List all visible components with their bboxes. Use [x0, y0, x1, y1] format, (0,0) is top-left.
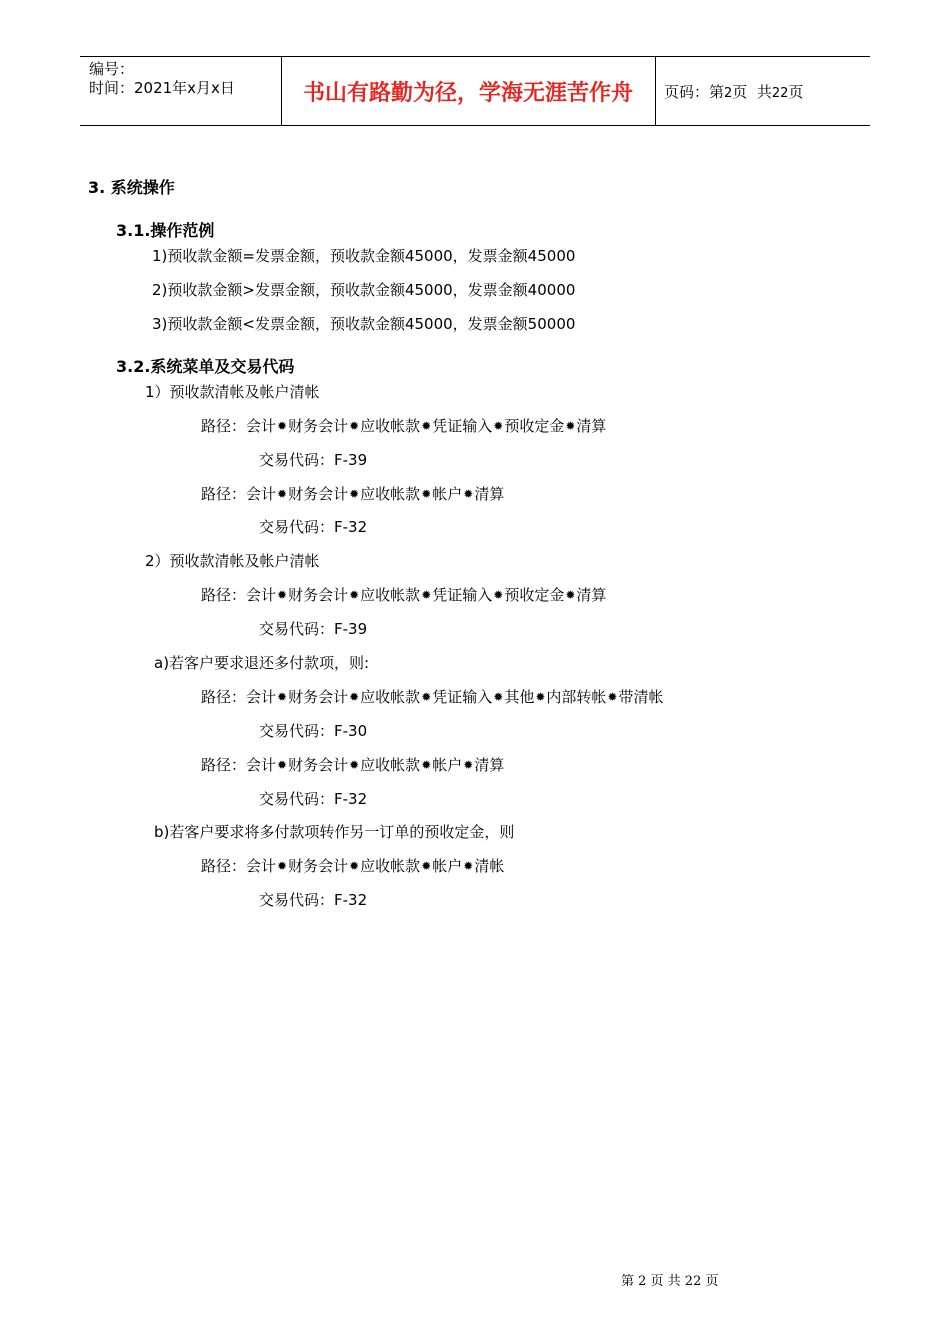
subsection-1: 1）预收款清帐及帐户清帐 [145, 383, 320, 401]
path-step: 清算 [576, 417, 607, 435]
path-step: 应收帐款 [360, 417, 421, 435]
path-step: 预收定金 [504, 417, 565, 435]
path-step: 会计 [246, 586, 277, 604]
section-3-1-title: 3.1.操作范例 [116, 221, 215, 240]
path-step: 财务会计 [288, 417, 349, 435]
path-separator-icon: ✹ [277, 588, 288, 602]
case-a: a)若客户要求退还多付款项，则: [154, 654, 370, 672]
path-step: 凭证输入 [432, 417, 493, 435]
path-step: 应收帐款 [360, 688, 421, 706]
transaction-code: 交易代码：F-39 [259, 620, 368, 638]
path-separator-icon: ✹ [493, 419, 504, 433]
transaction-code: 交易代码：F-32 [259, 790, 368, 808]
path-step: 帐户 [432, 756, 463, 774]
path-step: 清算 [474, 485, 505, 503]
path-separator-icon: ✹ [565, 419, 576, 433]
path-separator-icon: ✹ [421, 859, 432, 873]
path-label: 路径： [201, 417, 247, 435]
section-3-title: 3. 系统操作 [88, 178, 175, 197]
path-separator-icon: ✹ [277, 758, 288, 772]
path-step: 财务会计 [288, 857, 349, 875]
path-step: 清帐 [474, 857, 505, 875]
path-step: 内部转帐 [546, 688, 607, 706]
path-step: 清算 [474, 756, 505, 774]
path-step: 预收定金 [504, 586, 565, 604]
case-b: b)若客户要求将多付款项转作另一订单的预收定金，则 [154, 823, 515, 841]
header-meta [89, 60, 235, 98]
menu-path [201, 855, 504, 876]
path-separator-icon: ✹ [493, 690, 504, 704]
path-separator-icon: ✹ [421, 588, 432, 602]
example-item: 1)预收款金额=发票金额，预收款金额45000，发票金额45000 [152, 247, 576, 265]
page-suffix: 页 [788, 83, 804, 101]
path-separator-icon: ✹ [277, 690, 288, 704]
path-separator-icon: ✹ [463, 758, 474, 772]
path-separator-icon: ✹ [277, 859, 288, 873]
path-separator-icon: ✹ [421, 419, 432, 433]
example-item: 2)预收款金额>发票金额，预收款金额45000，发票金额40000 [152, 281, 576, 299]
page-current: 2 [724, 86, 733, 101]
path-step: 帐户 [432, 857, 463, 875]
page-total: 22 [771, 86, 789, 101]
menu-path [201, 584, 606, 605]
menu-path [201, 686, 664, 707]
page-mid: 页 共 [732, 83, 772, 101]
transaction-code: 交易代码：F-32 [259, 518, 368, 536]
path-step: 其他 [504, 688, 535, 706]
path-step: 应收帐款 [360, 586, 421, 604]
path-step: 财务会计 [288, 688, 349, 706]
transaction-code: 交易代码：F-32 [259, 891, 368, 909]
path-step: 财务会计 [288, 485, 349, 503]
section-3-2-title: 3.2.系统菜单及交易代码 [116, 357, 295, 376]
subsection-2: 2）预收款清帐及帐户清帐 [145, 552, 320, 570]
path-separator-icon: ✹ [349, 419, 360, 433]
time-label: 时间：2021年x月x日 [89, 79, 235, 97]
path-step: 凭证输入 [432, 586, 493, 604]
path-step: 会计 [246, 417, 277, 435]
path-separator-icon: ✹ [349, 588, 360, 602]
path-step: 会计 [246, 857, 277, 875]
path-step: 应收帐款 [360, 857, 421, 875]
path-separator-icon: ✹ [421, 758, 432, 772]
path-step: 帐户 [432, 485, 463, 503]
path-step: 会计 [246, 485, 277, 503]
path-step: 财务会计 [288, 586, 349, 604]
path-step: 清算 [576, 586, 607, 604]
menu-path [201, 415, 606, 436]
transaction-code: 交易代码：F-39 [259, 451, 368, 469]
menu-path [201, 754, 504, 775]
path-separator-icon: ✹ [565, 588, 576, 602]
example-item: 3)预收款金额<发票金额，预收款金额45000，发票金额50000 [152, 315, 576, 333]
path-step: 财务会计 [288, 756, 349, 774]
number-label: 编号： [89, 60, 135, 78]
header-divider [655, 57, 656, 125]
path-separator-icon: ✹ [493, 588, 504, 602]
path-step: 应收帐款 [360, 756, 421, 774]
path-separator-icon: ✹ [421, 690, 432, 704]
path-label: 路径： [201, 688, 247, 706]
page-header [80, 56, 870, 126]
path-label: 路径： [201, 857, 247, 875]
path-separator-icon: ✹ [277, 487, 288, 501]
header-motto: 书山有路勤为径，学海无涯苦作舟 [302, 80, 633, 106]
path-separator-icon: ✹ [535, 690, 546, 704]
menu-path [201, 483, 504, 504]
path-step: 会计 [246, 756, 277, 774]
path-step: 凭证输入 [432, 688, 493, 706]
path-label: 路径： [201, 586, 247, 604]
path-step: 带清帐 [618, 688, 664, 706]
path-separator-icon: ✹ [277, 419, 288, 433]
path-label: 路径： [201, 756, 247, 774]
path-separator-icon: ✹ [463, 487, 474, 501]
path-label: 路径： [201, 485, 247, 503]
path-separator-icon: ✹ [607, 690, 618, 704]
path-separator-icon: ✹ [349, 758, 360, 772]
path-separator-icon: ✹ [421, 487, 432, 501]
transaction-code: 交易代码：F-30 [259, 722, 368, 740]
path-step: 应收帐款 [360, 485, 421, 503]
path-separator-icon: ✹ [349, 487, 360, 501]
page-prefix: 页码：第 [664, 83, 725, 101]
page-footer: 第 2 页 共 22 页 [621, 1274, 719, 1289]
path-step: 会计 [246, 688, 277, 706]
header-page-info [664, 81, 803, 102]
path-separator-icon: ✹ [463, 859, 474, 873]
path-separator-icon: ✹ [349, 859, 360, 873]
path-separator-icon: ✹ [349, 690, 360, 704]
